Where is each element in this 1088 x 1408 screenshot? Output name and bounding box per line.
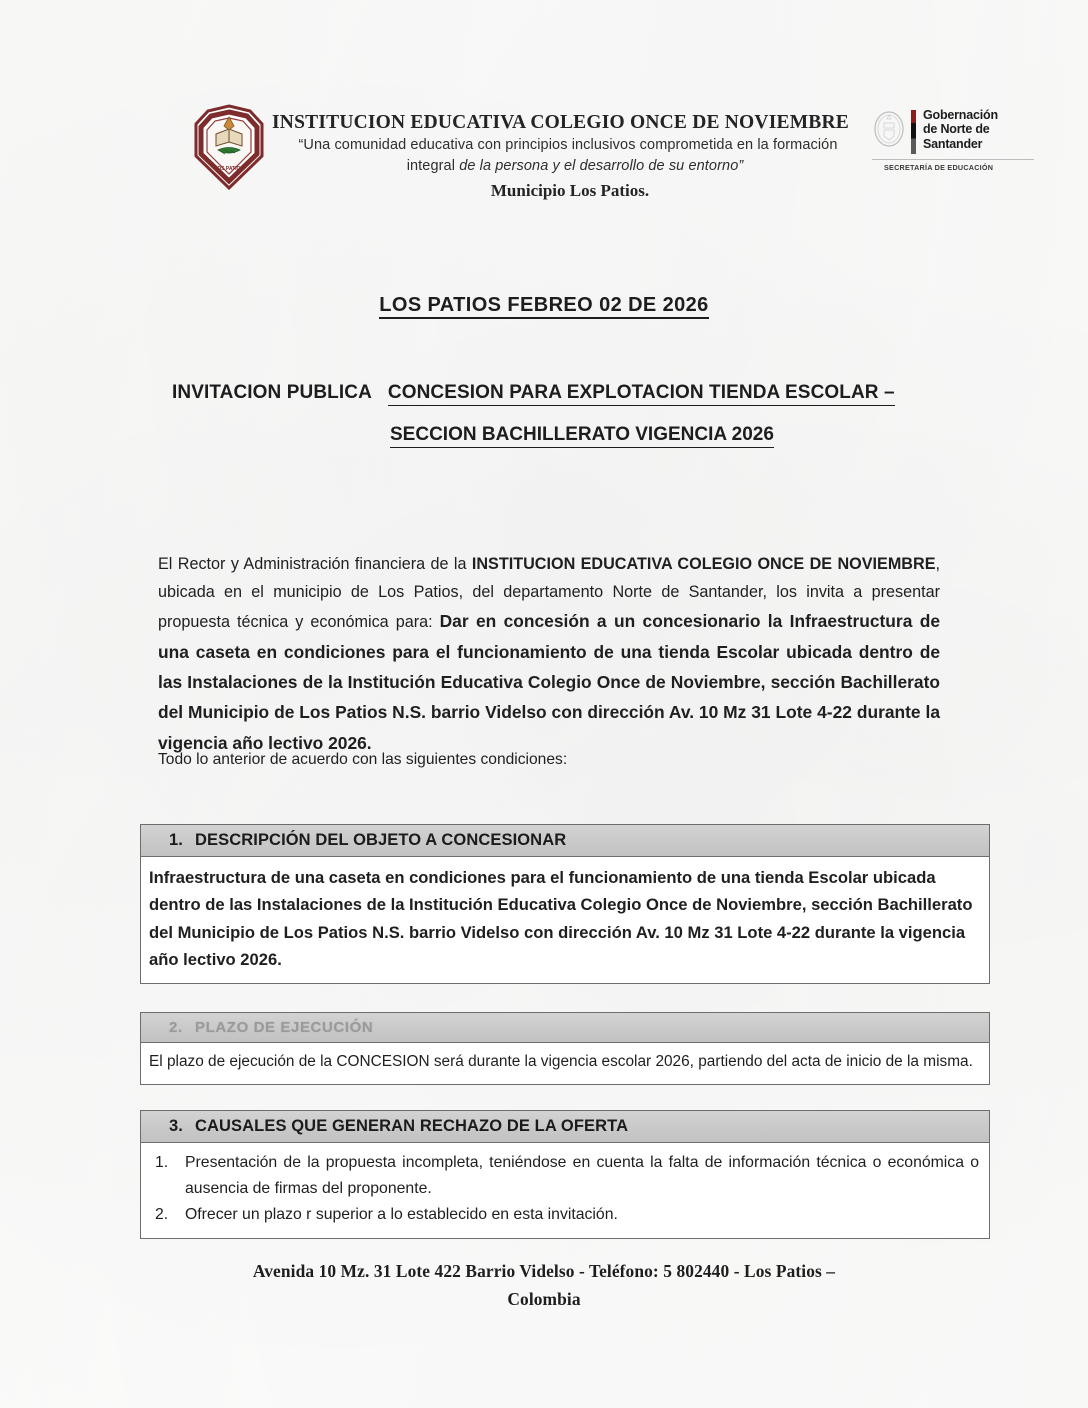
list-item: Ofrecer un plazo r superior a lo establecido en esta invitación. [185,1206,618,1224]
invitation-subject-line-2: SECCION BACHILLERATO VIGENCIA 2026 [390,424,774,448]
section-1-content: Infraestructura de una caseta en condiciones para el funcionamiento de una tienda Escolar ubicada dentro de las Instalaciones de la Institución Educativa Colegio Once de Noviembre, sección Bachillerato del Municipio de Los Patios N.S. barrio Videlso con dirección Av. 10 Mz 31 Lote 4-22 durante la vigencia año lectivo 2026. [149,868,973,970]
intro-object-statement: Dar en concesión a un concesionario la Infraestructura de una caseta en condiciones para el funcionamiento de una tienda Escolar ubicada dentro de las Instalaciones de la Institución Educativa Colegio Once de Noviembre, sección Bachillerato del Municipio de Los Patios N.S. barrio Videlso con dirección Av. 10 Mz 31 Lote 4-22 durante la vigencia año lectivo 2026. [158,611,941,753]
gov-name-line-1: Gobernación [923,108,998,122]
gov-accent-bar [911,110,916,154]
page-footer [0,1258,1088,1314]
colombia-seal-icon [872,110,906,150]
footer-country-line: Colombia [507,1288,581,1309]
section-1-number: 1. [169,831,183,849]
school-name: INSTITUCION EDUCATIVA COLEGIO ONCE DE NOVIEMBRE [272,112,849,133]
section-1-header [141,825,989,857]
rejection-causes-list [149,1150,979,1228]
section-3-number: 3. [169,1117,183,1135]
date-heading [0,294,1088,317]
footer-address-line: Avenida 10 Mz. 31 Lote 422 Barrio Videlso - Teléfono: 5 802440 - Los Patios – [252,1261,836,1281]
invitation-lead: INVITACION PUBLICA [172,382,372,403]
section-description-object [140,824,990,984]
gov-name [923,108,998,151]
intro-paragraph [158,550,940,758]
gov-name-line-3: Santander [923,136,983,151]
section-1-title: DESCRIPCIÓN DEL OBJETO A CONCESIONAR [195,831,567,849]
section-3-content [141,1143,989,1238]
conditions-lead-in: Todo lo anterior de acuerdo con las siguientes condiciones: [158,751,568,768]
invitation-heading-line-2 [390,424,774,446]
gov-subtitle: SECRETARÍA DE EDUCACIÓN [884,163,994,172]
motto-line-2: integral de la persona y el desarrollo de su entorno” [406,158,744,175]
list-item: Presentación de la propuesta incompleta, teniéndose en cuenta la falta de información técnica o económica o ausencia de firmas del proponente. [185,1154,979,1197]
intro-part-1: El Rector y Administración financiera de la [158,555,472,573]
intro-part-2: , ubicada en el municipio de Los Patios, del departamento Norte de Santander, los invita a presentar propuesta técnica y económica para: [158,555,940,632]
section-3-header [141,1111,989,1143]
letterhead [0,100,1088,210]
section-2-number: 2. [169,1019,183,1036]
svg-text:LOS PATIOS: LOS PATIOS [214,166,244,172]
intro-institution-name: INSTITUCION EDUCATIVA COLEGIO ONCE DE NOVIEMBRE [471,555,936,573]
invitation-heading-line-1 [172,382,952,404]
section-2-content: El plazo de ejecución de la CONCESION será durante la vigencia escolar 2026, partiendo del acta de inicio de la misma. [149,1053,973,1070]
gov-divider [872,159,1034,160]
date-heading-text: LOS PATIOS FEBREO 02 DE 2026 [379,294,708,319]
municipality-label: Municipio Los Patios. [490,181,650,201]
section-2-header [141,1013,989,1043]
section-execution-term [140,1012,990,1085]
invitation-subject-line-1: CONCESION PARA EXPLOTACION TIENDA ESCOLAR – [388,382,895,406]
school-motto [268,135,868,177]
section-3-title: CAUSALES QUE GENERAN RECHAZO DE LA OFERTA [195,1117,629,1135]
gov-name-line-2: de Norte de [923,122,990,137]
section-rejection-causes [140,1110,990,1239]
school-crest-icon [190,104,268,190]
school-identity [268,112,868,201]
motto-italic: de la persona y el desarrollo de su entorno” [459,158,744,175]
motto-line-1: “Una comunidad educativa con principios inclusivos comprometida en la formación [298,137,838,153]
section-2-title: PLAZO DE EJECUCIÓN [195,1019,374,1036]
government-logo [872,108,1042,188]
